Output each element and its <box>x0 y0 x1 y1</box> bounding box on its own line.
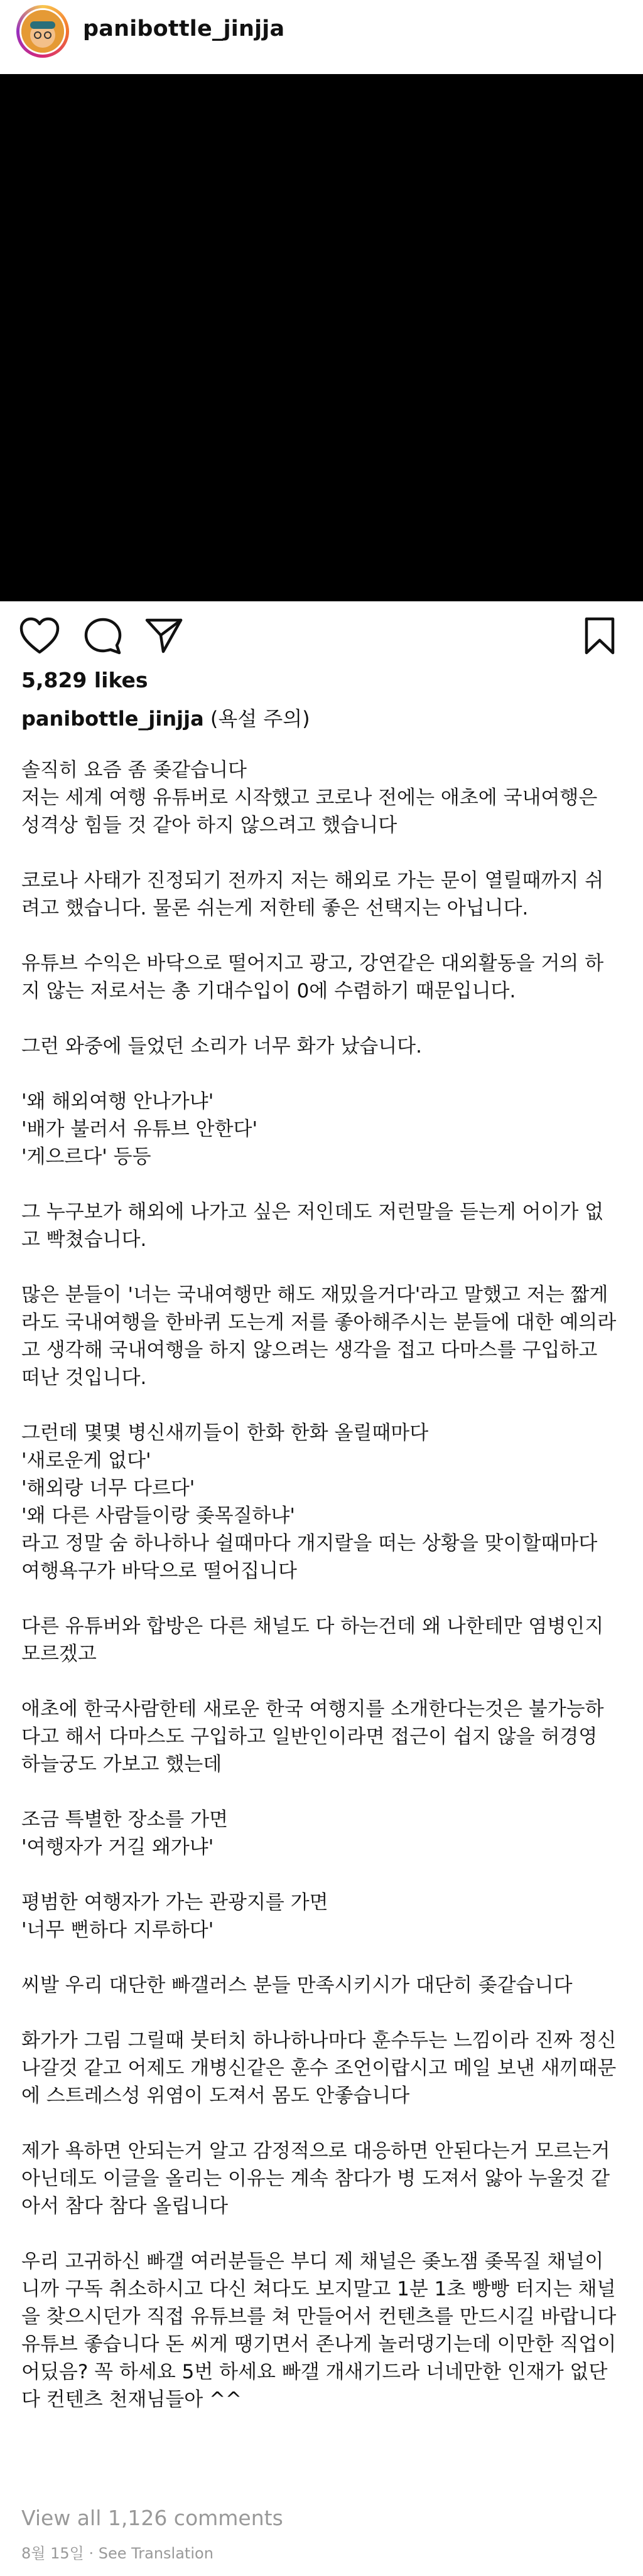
caption-line: 그 누구보가 해외에 나가고 싶은 저인데도 저런말을 듣는게 어이가 없고 빡쳤습니다. <box>21 1201 604 1251</box>
caption-paragraph <box>21 2248 618 2413</box>
caption-line: 그런 와중에 들었던 소리가 너무 화가 났습니다. <box>21 1035 422 1058</box>
caption-line: 유튜브 좋습니다 돈 씨게 땡기면서 존나게 놀러댕기는데 이만한 직업이 어딨음? 꼭 하세요 5번 하세요 빠갤 개새기드라 너네만한 인재가 없단다 컨텐츠 천재님들아 ^^ <box>21 2333 617 2411</box>
caption-line: 솔직히 요즘 좀 좆같습니다 <box>21 759 247 781</box>
caption-username[interactable]: panibottle_jinjja <box>21 707 204 731</box>
caption-paragraph <box>21 1198 618 1253</box>
caption-line: 조금 특별한 장소를 가면 <box>21 1808 229 1831</box>
caption-paragraph <box>21 1613 618 1668</box>
caption-line: 유튜브 수익은 바닥으로 떨어지고 광고, 강연같은 대외활동을 거의 하지 않는 저로서는 총 기대수입이 0에 수렴하기 때문입니다. <box>21 952 604 1002</box>
post-meta <box>21 2541 213 2563</box>
caption-paragraph <box>21 756 618 839</box>
caption-paragraph <box>21 950 618 1005</box>
caption-line: '해외랑 너무 다르다' <box>21 1477 195 1500</box>
avatar[interactable] <box>16 5 69 58</box>
caption-paragraph <box>21 867 618 922</box>
caption-line: '왜 해외여행 안나가냐' <box>21 1090 214 1113</box>
caption-paragraph <box>21 1419 618 1585</box>
meta-separator: · <box>89 2545 94 2562</box>
caption-line: 평범한 여행자가 가는 관광지를 가면 <box>21 1891 328 1914</box>
see-translation-link[interactable]: See Translation <box>98 2545 213 2562</box>
likes-count[interactable]: 5,829 likes <box>21 668 148 692</box>
caption-paragraph <box>21 1033 618 1060</box>
caption-line: 그런데 몇몇 병신새끼들이 한화 한화 올릴때마다 <box>21 1422 429 1444</box>
bookmark-icon[interactable] <box>583 616 617 655</box>
caption-body <box>21 756 618 2413</box>
caption-paragraph <box>21 1806 618 1861</box>
comment-icon[interactable] <box>83 616 123 655</box>
post-header <box>0 0 643 63</box>
caption-header <box>21 703 310 732</box>
share-icon[interactable] <box>144 616 183 654</box>
caption-paragraph <box>21 2027 618 2110</box>
caption-note: (욕설 주의) <box>210 707 310 731</box>
caption-paragraph <box>21 1088 618 1171</box>
post-media[interactable] <box>0 74 643 601</box>
view-all-comments-link[interactable]: View all 1,126 comments <box>21 2506 283 2530</box>
caption-line: 우리 고귀하신 빠갤 여러분들은 부디 제 채널은 좆노잼 좆목질 채널이니까 구독 취소하시고 다신 쳐다도 보지말고 1분 1초 빵빵 터지는 채널을 찾으시던가 직접 유튜브를 쳐 만들어서 컨텐츠를 만드시길 바랍니다 <box>21 2250 617 2328</box>
caption-paragraph <box>21 1889 618 1944</box>
caption-paragraph <box>21 1972 618 1999</box>
caption-paragraph <box>21 1281 618 1392</box>
caption-paragraph <box>21 2137 618 2220</box>
caption-line: 코로나 사태가 진정되기 전까지 저는 해외로 가는 문이 열릴때까지 쉬려고 했습니다. 물론 쉬는게 저한테 좋은 선택지는 아닙니다. <box>21 869 604 920</box>
action-bar <box>0 616 643 660</box>
caption-line: '여행자가 거길 왜가냐' <box>21 1836 214 1859</box>
header-username[interactable]: panibottle_jinjja <box>83 16 285 41</box>
caption-line: 많은 분들이 '너는 국내여행만 해도 재밌을거다'라고 말했고 저는 짧게라도 국내여행을 한바퀴 도는게 저를 좋아해주시는 분들에 대한 예의라고 생각해 국내여행을 하지 않으려는 생각을 접고 다마스를 구입하고 떠난 것입니다. <box>21 1284 617 1389</box>
caption-line: '너무 뻔하다 지루하다' <box>21 1919 214 1941</box>
caption-line: 화가가 그림 그릴때 붓터치 하나하나마다 훈수두는 느낌이라 진짜 정신 나갈것 같고 어제도 개병신같은 훈수 조언이랍시고 메일 보낸 새끼때문에 스트레스성 위염이 도져서 몸도 안좋습니다 <box>21 2029 617 2107</box>
caption-line: 저는 세계 여행 유튜버로 시작했고 코로나 전에는 애초에 국내여행은 성격상 힘들 것 같아 하지 않으려고 했습니다 <box>21 786 598 837</box>
post-date: 8월 15일 <box>21 2545 84 2562</box>
caption-line: 제가 욕하면 안되는거 알고 감정적으로 대응하면 안된다는거 모르는거 아닌데도 이글을 올리는 이유는 계속 참다가 병 도져서 앓아 누울것 같아서 참다 참다 올립니다 <box>21 2140 610 2218</box>
caption-line: 애초에 한국사람한테 새로운 한국 여행지를 소개한다는것은 불가능하다고 해서 다마스도 구입하고 일반인이라면 접근이 쉽지 않을 허경영 하늘궁도 가보고 했는데 <box>21 1698 604 1776</box>
caption-line: '게으르다' 등등 <box>21 1146 151 1168</box>
caption-line: 다른 유튜버와 합방은 다른 채널도 다 하는건데 왜 나한테만 염병인지 모르겠고 <box>21 1615 604 1665</box>
caption-line: '왜 다른 사람들이랑 좆목질하냐' <box>21 1505 295 1527</box>
avatar-ring <box>19 8 66 55</box>
heart-icon[interactable] <box>19 616 60 655</box>
caption-paragraph <box>21 1695 618 1778</box>
caption-line: '배가 불러서 유튜브 안한다' <box>21 1118 258 1140</box>
avatar-image <box>21 10 64 53</box>
caption-line: 라고 정말 숨 하나하나 쉴때마다 개지랄을 떠는 상황을 맞이할때마다 여행욕구가 바닥으로 떨어집니다 <box>21 1532 598 1582</box>
caption-line: '새로운게 없다' <box>21 1449 151 1472</box>
caption-line: 씨발 우리 대단한 빠갤러스 분들 만족시키시가 대단히 좆같습니다 <box>21 1974 573 1997</box>
